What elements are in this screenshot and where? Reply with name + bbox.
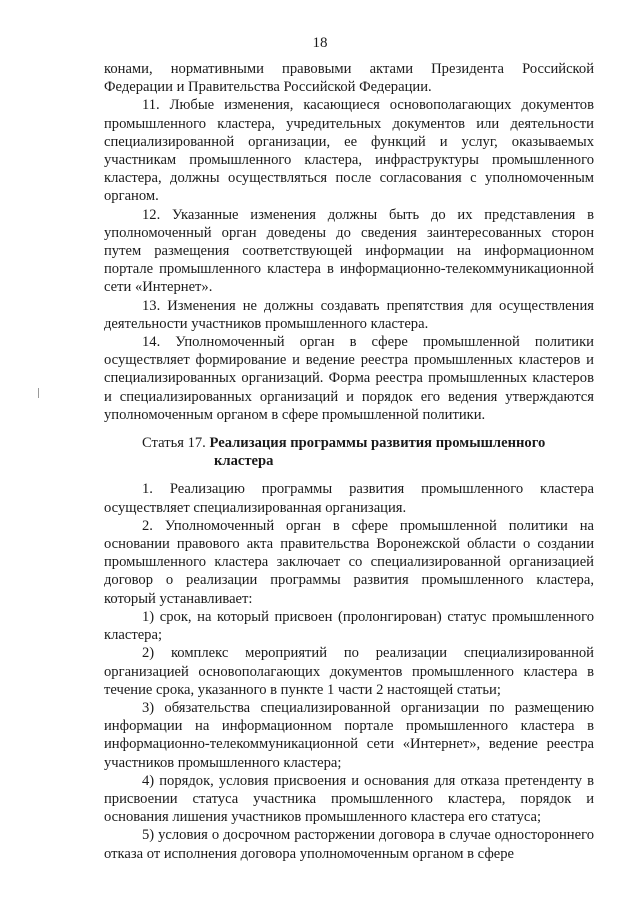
article-label: Статья 17. [142,435,206,452]
paragraph-item-11: 11. Любые изменения, касающиеся основополагающих документов промышленного кластера, учредительных документов или деятельности специализированной организации, ее функций и услуг, оказываемых участникам промышленного кластера, инфраструктуры промышленного кластера, должны осуществляться после согласования с уполномоченным органом. [104,97,594,205]
article-heading [104,434,594,470]
paragraph-continuation: конами, нормативными правовыми актами Президента Российской Федерации и Правительства Российской Федерации. [104,61,594,96]
list-item-4: 4) порядок, условия присвоения и основания для отказа претенденту в присвоении статуса участника промышленного кластера, порядок и основания лишения участников промышленного кластера его статуса; [104,772,594,826]
document-body [104,60,594,863]
paragraph-item-14: 14. Уполномоченный орган в сфере промышленной политики осуществляет формирование и ведение реестра промышленных кластеров и специализированных организаций. Форма реестра промышленных кластеров и специализированных организаций и порядок его ведения утверждаются уполномоченным органом в сфере промышленной политики. [104,334,594,423]
article-title-continuation: кластера [214,453,274,470]
margin-mark [38,388,39,398]
list-item-5: 5) условия о досрочном расторжении договора в случае одностороннего отказа от исполнения договора уполномоченным органом в сфере [104,827,594,862]
list-item-2: 2) комплекс мероприятий по реализации специализированной организацией основополагающих документов промышленного кластера в течение срока, указанного в пункте 1 части 2 настоящей статьи; [104,645,594,698]
article-title: Реализация программы развития промышленного [209,435,546,452]
paragraph-item-12: 12. Указанные изменения должны быть до их представления в уполномоченный орган доведены до сведения заинтересованных сторон путем размещения соответствующей информации на информационном портале промышленного кластера в информационно-телекоммуникационной сети «Интернет». [104,206,594,296]
list-item-1: 1) срок, на который присвоен (пролонгирован) статус промышленного кластера; [104,608,594,644]
article-paragraph-2: 2. Уполномоченный орган в сфере промышленной политики на основании правового акта правительства Воронежской области о создании промышленного кластера заключает со специализированной организацией договор о реализации программы развития промышленного кластера, который устанавливает: [104,517,594,607]
paragraph-item-13: 13. Изменения не должны создавать препятствия для осуществления деятельности участников промышленного кластера. [104,297,594,332]
article-paragraph-1: 1. Реализацию программы развития промышленного кластера осуществляет специализированная организация. [104,481,594,516]
list-item-3: 3) обязательства специализированной организации по размещению информации на информационном портале промышленного кластера в информационно-телекоммуникационной сети «Интернет», ведение реестра участников промышленного кластера; [104,699,594,771]
page-number: 18 [312,35,328,51]
